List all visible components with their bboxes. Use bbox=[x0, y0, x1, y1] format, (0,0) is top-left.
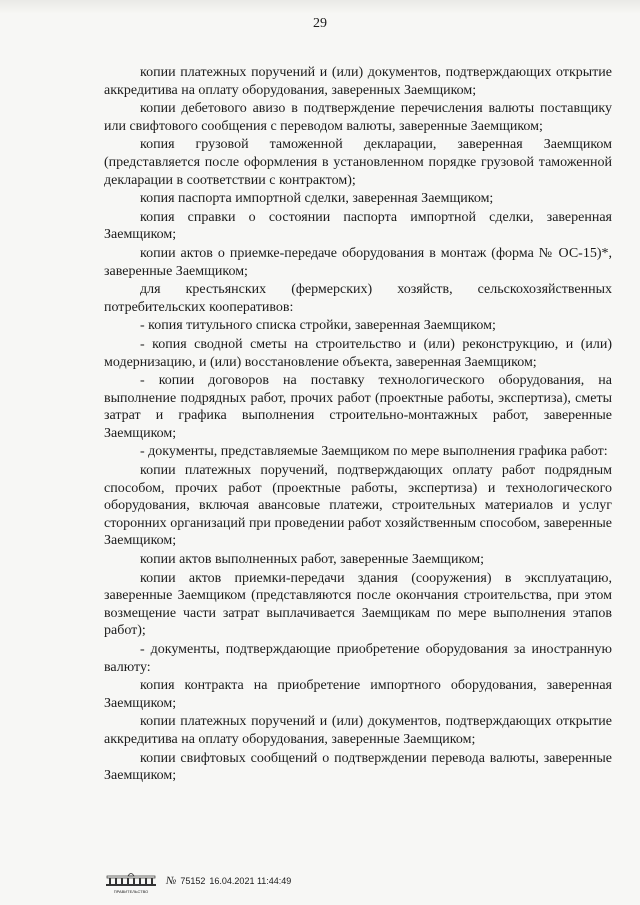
paragraph: копия паспорта импортной сделки, заверенная Заемщиком; bbox=[140, 191, 494, 207]
paragraph: копии платежных поручений и (или) документов, подтверждающих открытие аккредитива на оплату оборудования, заверенных Заемщиком; bbox=[104, 65, 612, 98]
paragraph: - копии договоров на поставку технологического оборудования, на выполнение подрядных работ, прочих работ (проектные работы, экспертиза), сметы затрат и графика выполнения строительно-монтажных работ, заверенные Заемщиком; bbox=[104, 373, 612, 441]
document-body bbox=[104, 64, 612, 786]
scan-edge bbox=[0, 0, 640, 14]
paragraph: копии дебетового авизо в подтверждение перечисления валюты поставщику или свифтового сообщения с переводом валюты, заверенные Заемщиком; bbox=[104, 101, 612, 134]
emblem-caption: ПРАВИТЕЛЬСТВО bbox=[113, 889, 149, 894]
paragraph: копия контракта на приобретение импортного оборудования, заверенная Заемщиком; bbox=[104, 678, 612, 711]
footer bbox=[104, 870, 291, 892]
paragraph: - документы, представляемые Заемщиком по мере выполнения графика работ: bbox=[140, 444, 608, 460]
registration-datetime: 16.04.2021 11:44:49 bbox=[209, 876, 292, 886]
paragraph: копии платежных поручений, подтверждающих оплату работ подрядным способом, прочих работ (проектные работы, экспертиза) и технологического оборудования, включая авансовые платежи, строительных материалов и услуг сторонних организаций при проведении работ хозяйственным способом, заверенные Заемщиком; bbox=[104, 463, 612, 549]
page-number: 29 bbox=[313, 16, 327, 31]
paragraph: копия справки о состоянии паспорта импортной сделки, заверенная Заемщиком; bbox=[104, 209, 612, 243]
paragraph: копии актов приемки-передачи здания (сооружения) в эксплуатацию, заверенные Заемщиком (представляются после окончания строительства, при этом возмещение части затрат выплачивается Заемщикам по мере выполнения этапов работ); bbox=[104, 570, 612, 639]
registration-number: 75152 bbox=[180, 876, 206, 886]
paragraph: копии актов о приемке-передаче оборудования в монтаж (форма № ОС-15)*, заверенные Заемщиком; bbox=[104, 245, 612, 279]
paragraph: копии актов выполненных работ, заверенные Заемщиком; bbox=[140, 552, 485, 568]
paragraph: - копия титульного списка стройки, заверенная Заемщиком; bbox=[140, 318, 496, 334]
registration-stamp bbox=[166, 875, 291, 887]
paragraph: - копия сводной сметы на строительство и (или) реконструкцию, и (или) модернизацию, и (или) восстановление объекта, заверенная Заемщиком; bbox=[104, 336, 612, 370]
paragraph: копия грузовой таможенной декларации, заверенная Заемщиком (представляется после оформления в установленном порядке грузовой таможенной декларации в соответствии с контрактом); bbox=[104, 137, 612, 188]
registration-number-sign: № bbox=[166, 875, 177, 887]
government-emblem-icon bbox=[104, 870, 158, 892]
paragraph: - документы, подтверждающие приобретение оборудования за иностранную валюту: bbox=[104, 642, 612, 675]
paragraph: копии свифтовых сообщений о подтверждении перевода валюты, заверенные Заемщиком; bbox=[104, 750, 612, 784]
paragraph: для крестьянских (фермерских) хозяйств, сельскохозяйственных потребительских кооперативов: bbox=[104, 282, 612, 315]
paragraph: копии платежных поручений и (или) документов, подтверждающих открытие аккредитива на оплату оборудования, заверенные Заемщиком; bbox=[104, 714, 612, 747]
